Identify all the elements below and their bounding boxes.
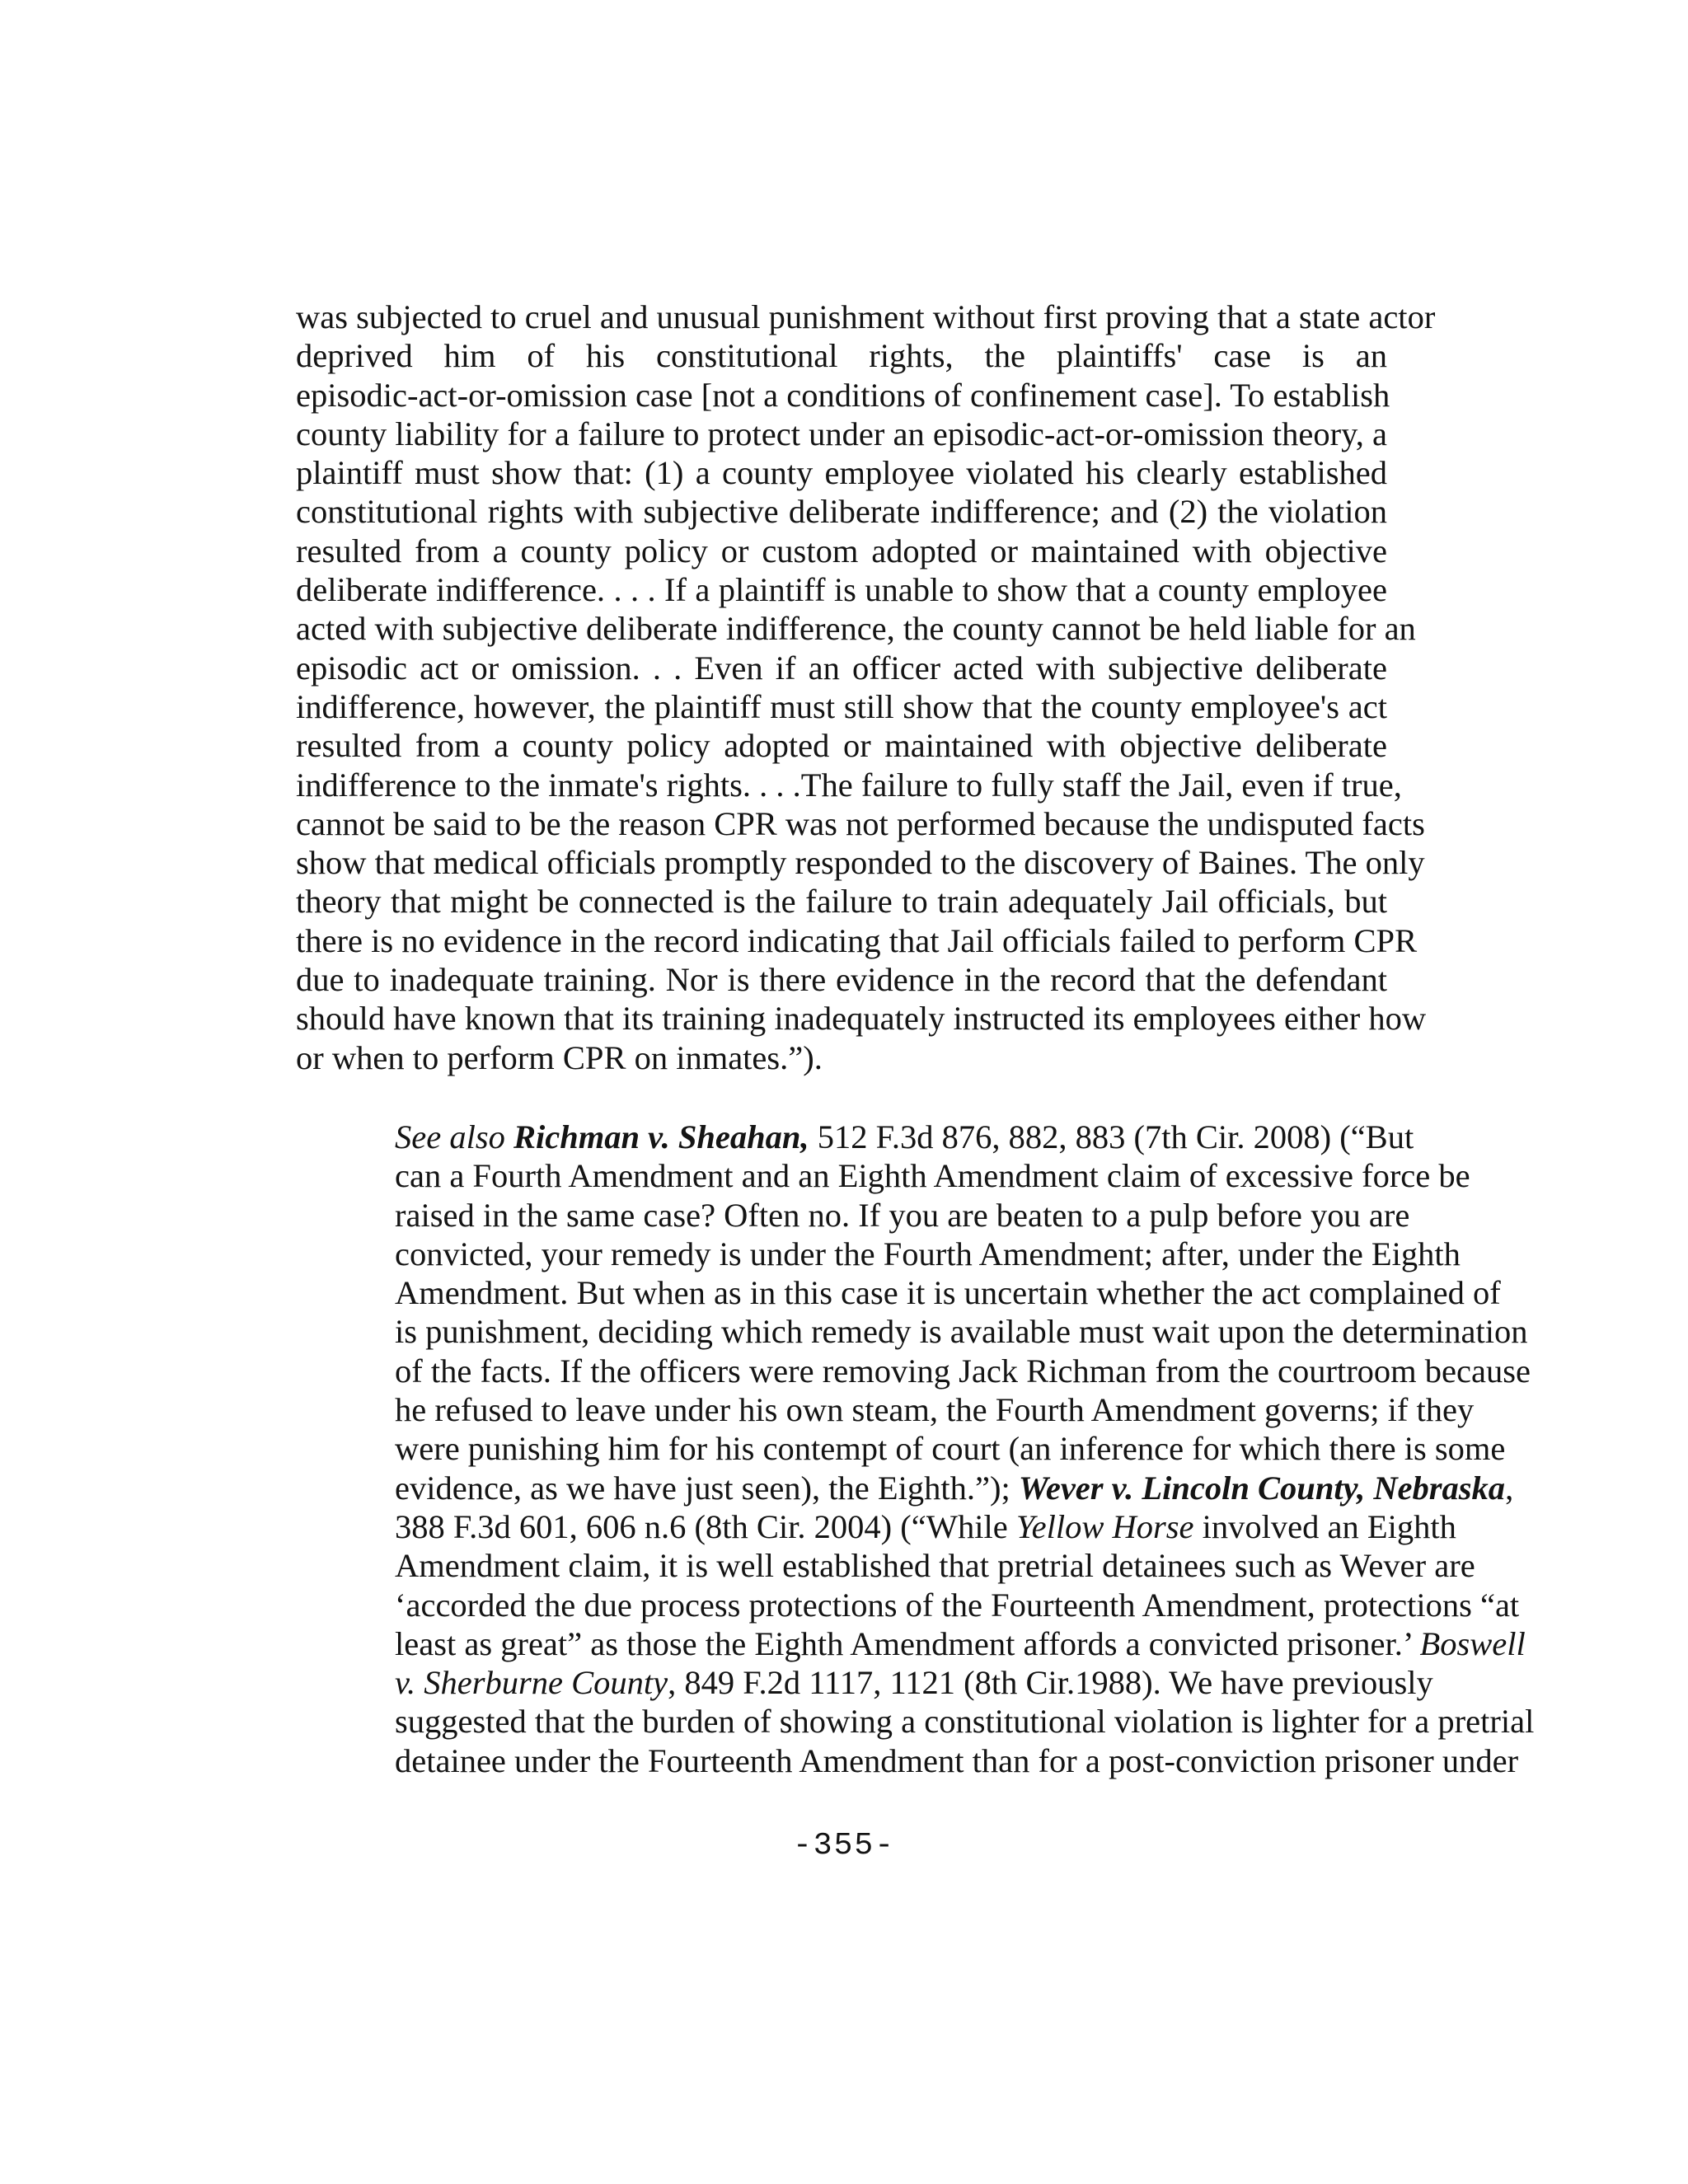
text-line: were punishing him for his contempt of court (an inference for which there is some (395, 1430, 1506, 1468)
text-line (296, 1469, 1514, 1507)
citation-text: evidence, as we have just seen), the Eighth.”); (395, 1469, 1019, 1507)
text-line: is punishment, deciding which remedy is available must wait upon the determination (395, 1313, 1528, 1351)
citation-text: , (1505, 1469, 1514, 1507)
case-name-sherburne-county: v. Sherburne County (395, 1664, 668, 1702)
text-line: was subjected to cruel and unusual punishment without first proving that a state actor (296, 298, 1436, 335)
citation-text: 512 F.3d 876, 882, 883 (7th Cir. 2008) (“But (809, 1118, 1414, 1155)
text-line: convicted, your remedy is under the Fourth Amendment; after, under the Eighth (395, 1235, 1461, 1272)
text-line: should have known that its training inadequately instructed its employees either how (296, 1000, 1427, 1038)
text-line: constitutional rights with subjective deliberate indifference; and (2) the violation (296, 493, 1387, 531)
text-line (296, 1507, 1456, 1546)
text-line: resulted from a county policy adopted or maintained with objective deliberate (296, 727, 1387, 765)
citation-text: least as great” as those the Eighth Amendment affords a convicted prisoner.’ (395, 1624, 1420, 1662)
text-line: indifference to the inmate's rights. . . .The failure to fully staff the Jail, even if true, (296, 766, 1402, 804)
text-line: raised in the same case? Often no. If you are beaten to a pulp before you are (395, 1196, 1410, 1234)
text-line: plaintiff must show that: (1) a county employee violated his clearly established (296, 454, 1387, 492)
text-line: show that medical officials promptly responded to the discovery of Baines. The only (296, 844, 1425, 882)
text-line: deprived him of his constitutional rights, the plaintiffs' case is an (296, 337, 1387, 375)
citation-text: , 849 F.2d 1117, 1121 (8th Cir.1988). We have previously (668, 1664, 1433, 1702)
text-line: indifference, however, the plaintiff must still show that the county employee's act (296, 687, 1387, 725)
text-line: episodic act or omission. . . Even if an officer acted with subjective deliberate (296, 649, 1387, 687)
paragraph-quotation-continuation (296, 298, 1436, 1077)
signal-see-also: See also (395, 1118, 505, 1155)
citation-text: involved an Eighth (1193, 1507, 1456, 1545)
paragraph-see-also-citations (296, 1118, 1535, 1780)
case-name-richman: Richman v. Sheahan, (513, 1118, 809, 1155)
text-line: resulted from a county policy or custom adopted or maintained with objective (296, 532, 1387, 569)
case-name-boswell: Boswell (1419, 1624, 1526, 1662)
text-line: detainee under the Fourteenth Amendment than for a post-conviction prisoner under (395, 1741, 1519, 1779)
text-line: ‘accorded the due process protections of the Fourteenth Amendment, protections “at (395, 1586, 1520, 1624)
text-line: can a Fourth Amendment and an Eighth Amendment claim of excessive force be (395, 1157, 1470, 1195)
text-line (296, 1624, 1526, 1663)
text-line: of the facts. If the officers were removing Jack Richman from the courtroom because (395, 1352, 1531, 1390)
citation-text: 388 F.3d 601, 606 n.6 (8th Cir. 2004) (“While (395, 1507, 1016, 1545)
text-line: or when to perform CPR on inmates.”). (296, 1038, 823, 1076)
text-line: Amendment. But when as in this case it is uncertain whether the act complained of (395, 1274, 1501, 1312)
text-line: suggested that the burden of showing a constitutional violation is lighter for a pretrial (395, 1703, 1535, 1741)
text-line: due to inadequate training. Nor is there evidence in the record that the defendant (296, 961, 1387, 999)
text-line (296, 1663, 1433, 1702)
text-line: he refused to leave under his own steam, the Fourth Amendment governs; if they (395, 1391, 1475, 1429)
text-line: episodic-act-or-omission case [not a conditions of confinement case]. To establish (296, 376, 1390, 414)
text-line: acted with subjective deliberate indifference, the county cannot be held liable for an (296, 610, 1416, 648)
text-line: deliberate indifference. . . . If a plaintiff is unable to show that a county employee (296, 571, 1387, 609)
text-line: Amendment claim, it is well established that pretrial detainees such as Wever are (395, 1547, 1475, 1585)
text-line: county liability for a failure to protect under an episodic-act-or-omission theory, a (296, 415, 1387, 452)
page-number: -355- (792, 1828, 896, 1863)
case-name-yellow-horse: Yellow Horse (1015, 1507, 1194, 1545)
text-line: cannot be said to be the reason CPR was not performed because the undisputed facts (296, 804, 1425, 842)
text-line (296, 1118, 1414, 1156)
text-line: theory that might be connected is the failure to train adequately Jail officials, but (296, 883, 1387, 921)
case-name-wever: Wever v. Lincoln County, Nebraska (1018, 1469, 1506, 1507)
text-line: there is no evidence in the record indicating that Jail officials failed to perform CPR (296, 921, 1418, 959)
